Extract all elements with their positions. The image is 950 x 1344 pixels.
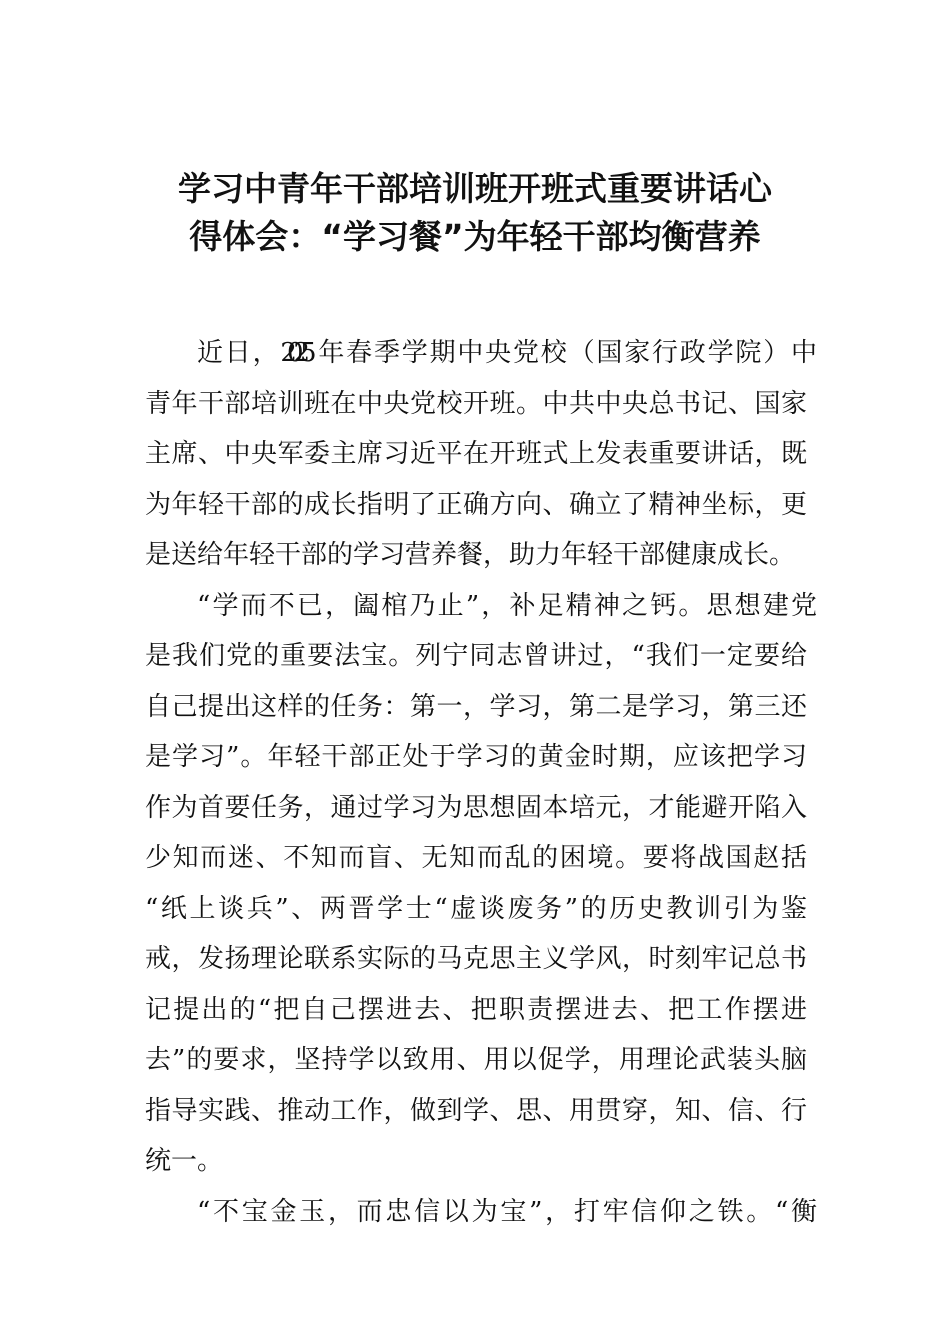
paragraph-3 [145,1187,807,1238]
document-title [145,165,805,261]
text-line: “学而不已，阖棺乃止”，补足精神之钙。思想建党 [197,590,807,621]
paragraph-1 [145,328,807,581]
text-line: 是我们党的重要法宝。列宁同志曾讲过，“我们一定要给 [145,641,807,671]
text-line: 自己提出这样的任务：第一，学习，第二是学习，第三还 [145,691,807,722]
text-line: 是学习”。年轻干部正处于学习的黄金时期，应该把学习 [145,742,807,772]
text-line: 为年轻干部的成长指明了正确方向、确立了精神坐标，更 [145,489,807,520]
text-line: 指导实践、推动工作，做到学、思、用贯穿，知、信、行 [145,1095,807,1126]
text-line: 统一。 [145,1146,224,1176]
text-line: 主席、中央军委主席习近平在开班式上发表重要讲话，既 [145,439,807,469]
text-line: “纸上谈兵”、两晋学士“虚谈废务”的历史教训引为鉴 [145,893,807,924]
text-line: 青年干部培训班在中央党校开班。中共中央总书记、国家 [145,388,807,419]
document-body [145,328,807,1237]
text-line: “不宝金玉，而忠信以为宝”，打牢信仰之铁。“衡 [197,1196,807,1227]
text-line: 是送给年轻干部的学习营养餐，助力年轻干部健康成长。 [145,540,796,570]
title-line-2: 得体会：“学习餐”为年轻干部均衡营养 [189,217,761,256]
title-line-1: 学习中青年干部培训班开班式重要讲话心 [178,169,772,208]
text-line: 记提出的“把自己摆进去、把职责摆进去、把工作摆进 [145,994,807,1025]
paragraph-2 [145,581,807,1187]
text-line: 少知而迷、不知而盲、无知而乱的困境。要将战国赵括 [145,843,807,873]
text-line: 去”的要求，坚持学以致用、用以促学，用理论武装头脑 [145,1045,807,1075]
text-line: 作为首要任务，通过学习为思想固本培元，才能避开陷入 [145,792,807,823]
text-line: 近日，2025年春季学期中央党校（国家行政学院）中 [197,338,807,368]
text-line: 戒，发扬理论联系实际的马克思主义学风，时刻牢记总书 [145,944,807,974]
